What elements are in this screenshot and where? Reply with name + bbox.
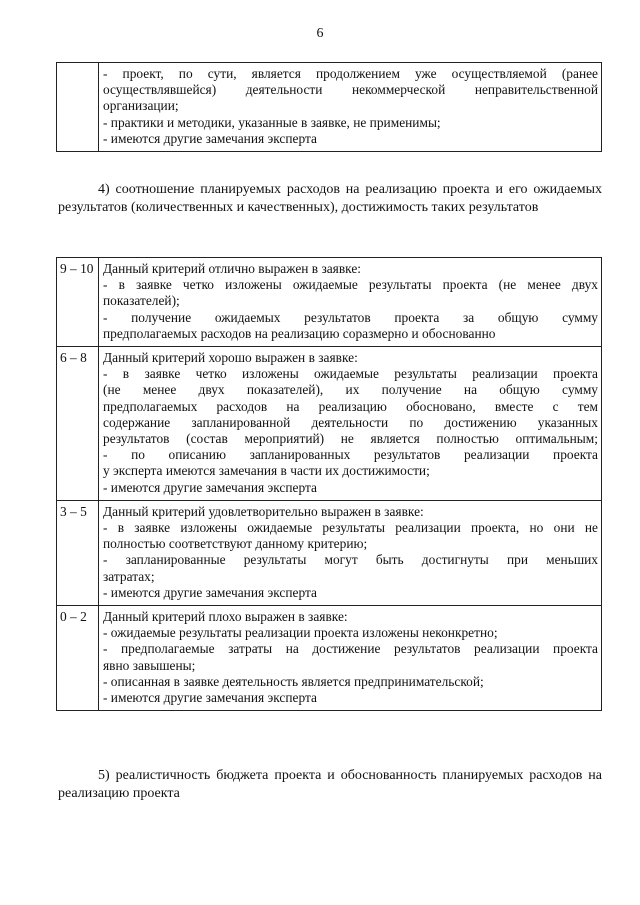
cell-text-line: - в заявке четко изложены ожидаемые результаты проекта (не менее двух: [103, 277, 598, 293]
cell-text-line: - в заявке четко изложены ожидаемые результаты реализации проекта: [103, 366, 598, 382]
cell-text-line: - имеются другие замечания эксперта: [103, 690, 317, 706]
cell-text-line: Данный критерий отлично выражен в заявке:: [103, 261, 361, 276]
cell-text-line: - имеются другие замечания эксперта: [103, 479, 317, 495]
description-cell: [99, 500, 602, 605]
criterion-5-heading: 5) реалистичность бюджета проекта и обоснованность планируемых расходов на реализацию проекта: [58, 768, 602, 801]
table-row: [57, 347, 602, 501]
description-cell: [99, 347, 602, 501]
score-cell: 9 – 10: [57, 258, 99, 347]
cell-text-line: Данный критерий хорошо выражен в заявке:: [103, 350, 358, 366]
cell-text-line: - описанная в заявке деятельность является предпринимательской;: [103, 673, 484, 689]
cell-text-line: организации;: [103, 98, 179, 114]
cell-text-line: - запланированные результаты могут быть достигнуты при меньших: [103, 552, 598, 568]
cell-text-line: - получение ожидаемых результатов проекта за общую сумму: [103, 309, 598, 325]
cell-text-line: результатов (состав мероприятий) не является полностью оптимальным;: [103, 431, 598, 447]
cell-text-line: - практики и методики, указанные в заявке, не применимы;: [103, 114, 441, 130]
cell-text-line: (не менее двух показателей), их получение на общую сумму: [103, 382, 598, 398]
score-cell: 0 – 2: [57, 606, 99, 711]
cell-text-line: явно завышены;: [103, 657, 196, 673]
criteria-table-continued: [56, 62, 602, 152]
table-row: [57, 606, 602, 711]
cell-text-line: - в заявке изложены ожидаемые результаты реализации проекта, но они не: [103, 520, 598, 536]
cell-text-line: - проект, по сути, является продолжением уже осуществляемой (ранее: [103, 66, 598, 81]
description-cell: [99, 606, 602, 711]
description-cell: [99, 63, 602, 152]
cell-text-line: - имеются другие замечания эксперта: [103, 584, 317, 600]
cell-text-line: показателей);: [103, 293, 180, 309]
score-cell: [57, 63, 99, 152]
cell-text-line: Данный критерий удовлетворительно выражен в заявке:: [103, 503, 424, 519]
cell-text-line: Данный критерий плохо выражен в заявке:: [103, 609, 348, 625]
criterion-4-scoring-table: [56, 257, 602, 711]
score-cell: 6 – 8: [57, 347, 99, 501]
table-row: [57, 63, 602, 152]
cell-text-line: полностью соответствуют данному критерию;: [103, 536, 368, 552]
description-cell: [99, 258, 602, 347]
cell-text-line: - предполагаемые затраты на достижение результатов реализации проекта: [103, 641, 598, 657]
criterion-4-heading: 4) соотношение планируемых расходов на реализацию проекта и его ожидаемых результатов (количественных и качественных), достижимость таких результатов: [58, 182, 602, 215]
cell-text-line: осуществлявшейся) деятельности некоммерческой неправительственной: [103, 82, 598, 98]
cell-text-line: - по описанию запланированных результатов реализации проекта: [103, 447, 598, 463]
cell-text-line: - ожидаемые результаты реализации проекта изложены неконкретно;: [103, 625, 498, 641]
cell-text-line: у эксперта имеются замечания в части их достижимости;: [103, 463, 430, 479]
cell-text-line: содержание запланированной деятельности по достижению указанных: [103, 414, 598, 430]
cell-text-line: предполагаемых расходов на реализацию соразмерно и обоснованно: [103, 325, 496, 341]
table-row: [57, 258, 602, 347]
cell-text-line: затратах;: [103, 568, 155, 584]
table-row: [57, 500, 602, 605]
cell-text-line: предполагаемых расходов на реализацию обосновано, вместе с тем: [103, 398, 598, 414]
cell-text-line: - имеются другие замечания эксперта: [103, 130, 317, 146]
page-number: 6: [316, 26, 324, 41]
score-cell: 3 – 5: [57, 500, 99, 605]
